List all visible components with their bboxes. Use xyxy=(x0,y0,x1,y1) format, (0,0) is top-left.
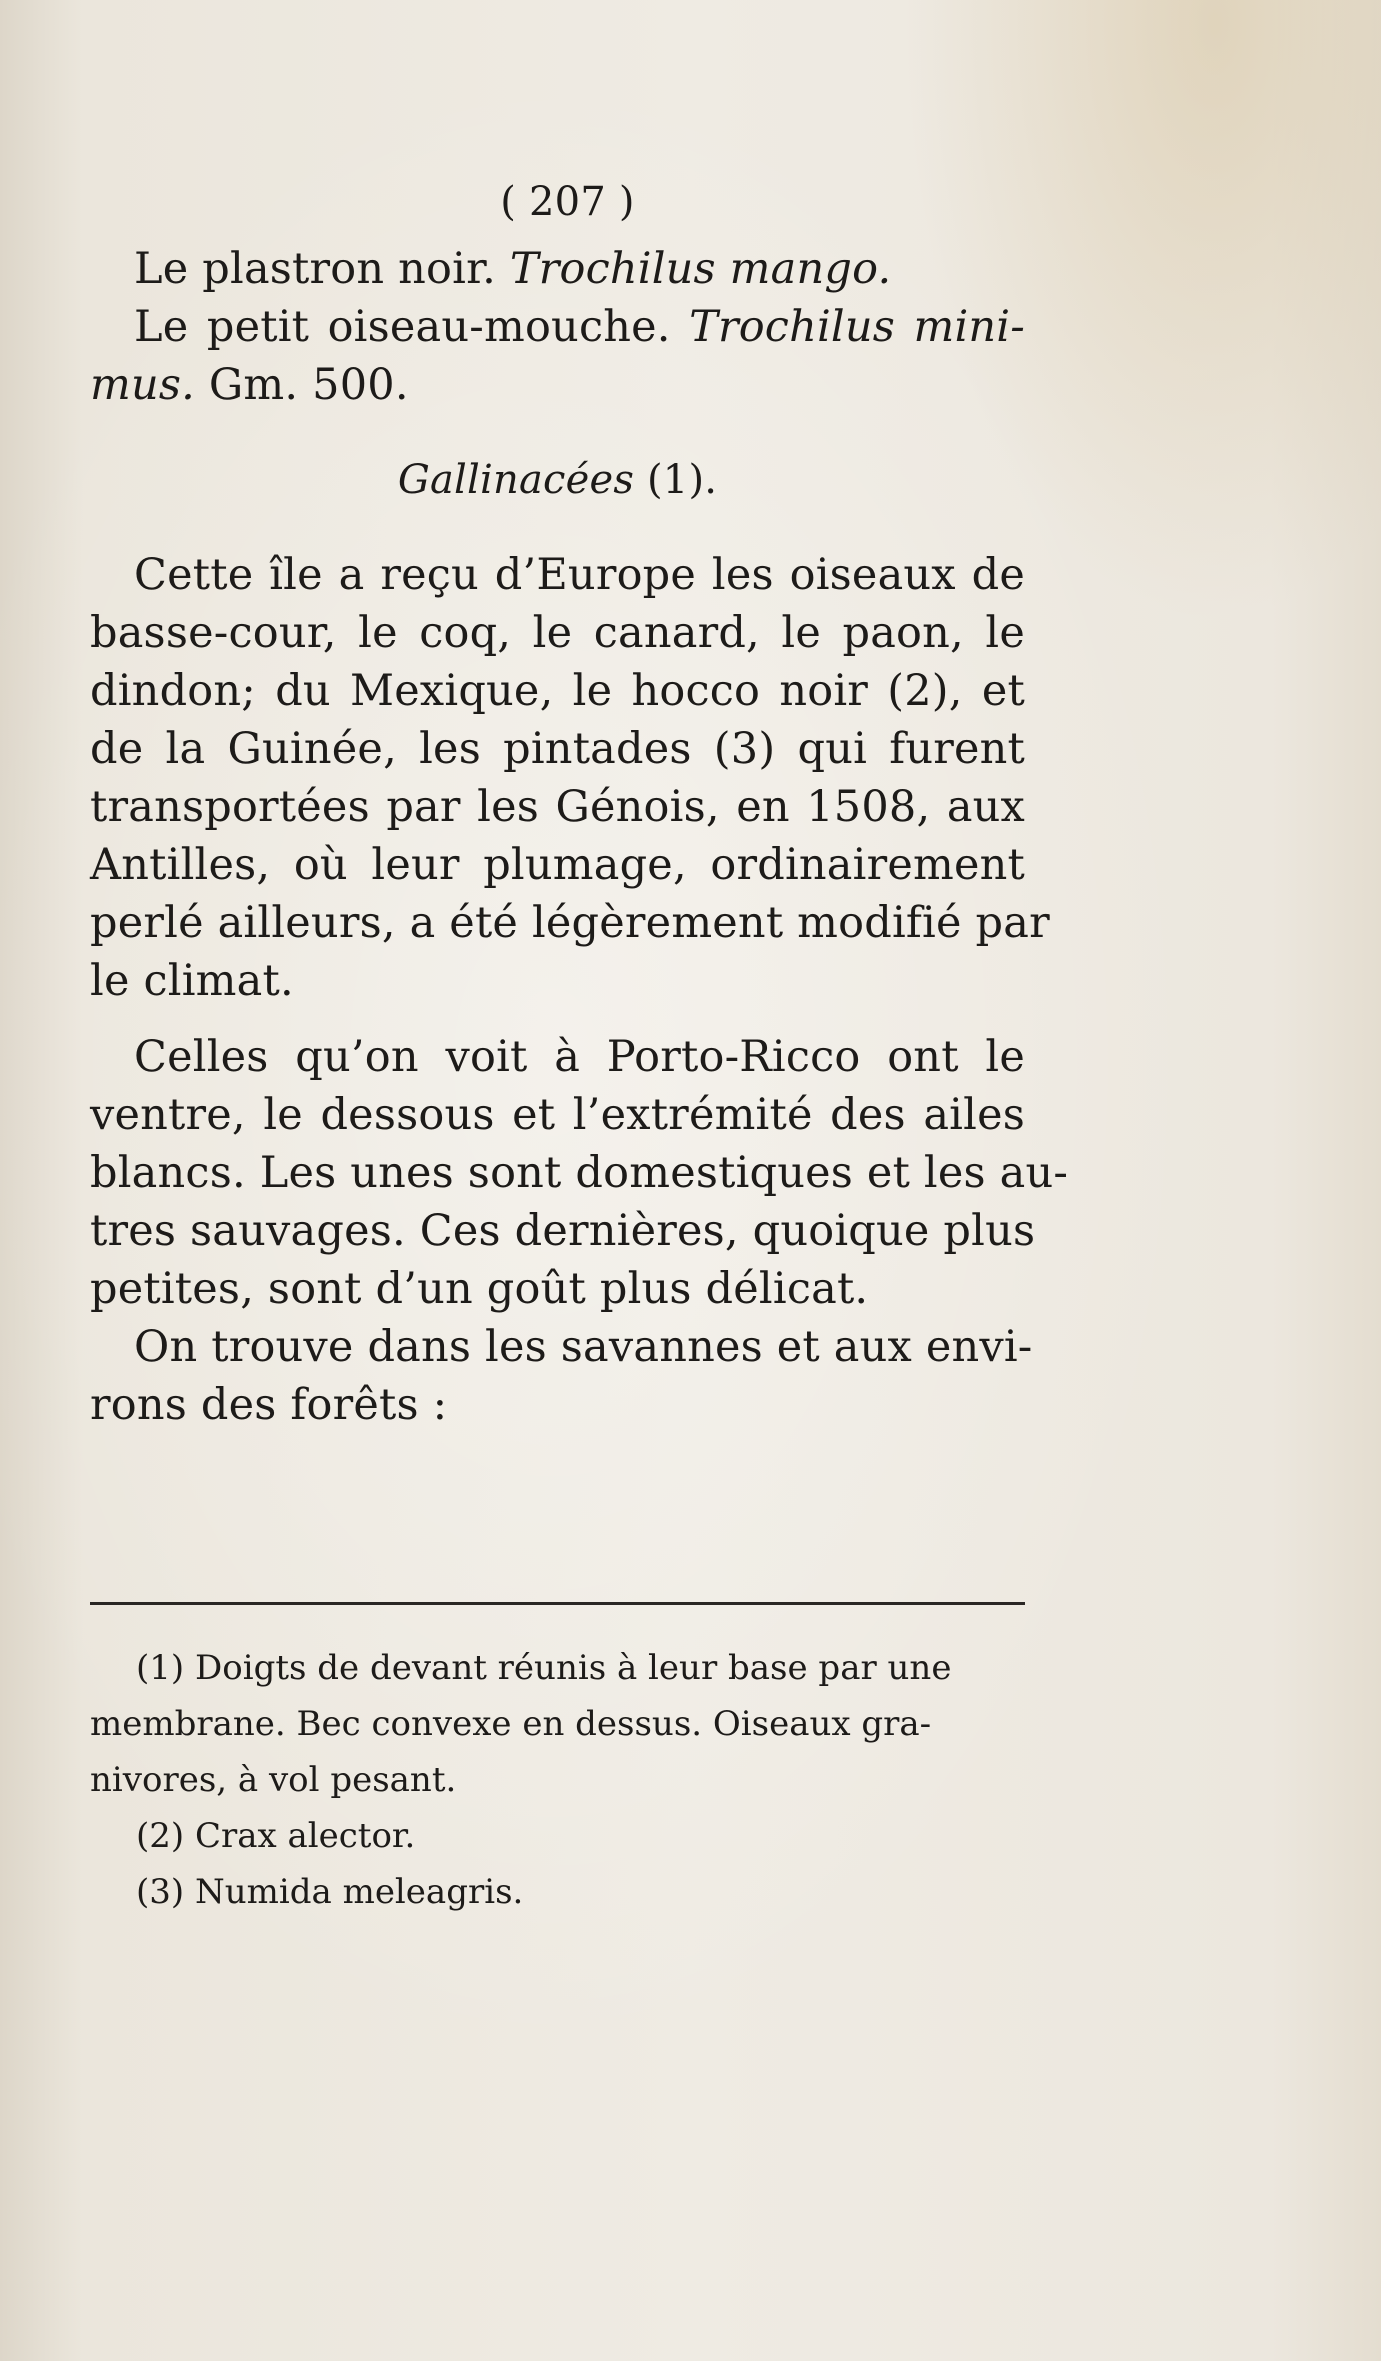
main-text xyxy=(90,172,1069,1434)
latin-name: Trochilus mini- xyxy=(689,302,1025,352)
text-line xyxy=(90,356,1025,414)
text-line: dindon; du Mexique, le hocco noir (2), et xyxy=(90,666,1025,716)
text-line: blancs. Les unes sont domestiques et les au- xyxy=(90,1148,1069,1198)
footnote-line: (3) Numida meleagris. xyxy=(136,1872,524,1912)
text-line: de la Guinée, les pintades (3) qui furent xyxy=(90,724,1025,774)
text-line: basse-cour, le coq, le canard, le paon, le xyxy=(90,608,1025,658)
latin-name: Trochilus mango. xyxy=(509,244,892,294)
section-title xyxy=(90,450,1025,510)
section-title-note: (1). xyxy=(634,457,718,503)
paragraph-2 xyxy=(90,1028,1069,1318)
text-line: rons des forêts : xyxy=(90,1380,448,1430)
text-line: Antilles, où leur plumage, ordinairement xyxy=(90,840,1025,890)
section-title-italic: Gallinacées xyxy=(397,457,635,503)
text-line: le climat. xyxy=(90,956,294,1006)
footnote-rule xyxy=(90,1602,1025,1605)
text-line: ventre, le dessous et l’extrémité des ailes xyxy=(90,1090,1025,1140)
footnote-line: (1) Doigts de devant réunis à leur base par une xyxy=(136,1648,952,1688)
text-line: Celles qu’on voit à Porto-Ricco ont le xyxy=(134,1032,1025,1082)
text-line: tres sauvages. Ces dernières, quoique plus xyxy=(90,1206,1036,1256)
text-line: perlé ailleurs, a été légèrement modifié par xyxy=(90,898,1050,948)
text-line xyxy=(90,240,1025,298)
text-run: Le petit oiseau-mouche. xyxy=(134,302,690,352)
text-line xyxy=(90,298,1025,356)
paragraph-1 xyxy=(90,546,1050,1010)
page-number: ( 207 ) xyxy=(500,179,635,225)
text-line: petites, sont d’un goût plus délicat. xyxy=(90,1264,869,1314)
footnote-line: (2) Crax alector. xyxy=(136,1816,416,1856)
text-line: On trouve dans les savannes et aux envi- xyxy=(134,1322,1033,1372)
paragraph-3 xyxy=(90,1318,1033,1434)
latin-name: mus. xyxy=(90,360,196,410)
footnote-line: membrane. Bec convexe en dessus. Oiseaux gra- xyxy=(90,1704,932,1744)
text-line: transportées par les Génois, en 1508, aux xyxy=(90,782,1025,832)
footnote-line: nivores, à vol pesant. xyxy=(90,1760,457,1800)
text-run: Le plastron noir. xyxy=(134,244,510,294)
text-line: Cette île a reçu d’Europe les oiseaux de xyxy=(134,550,1025,600)
footnotes xyxy=(90,1640,1025,1920)
text-run: Gm. 500. xyxy=(195,360,409,410)
